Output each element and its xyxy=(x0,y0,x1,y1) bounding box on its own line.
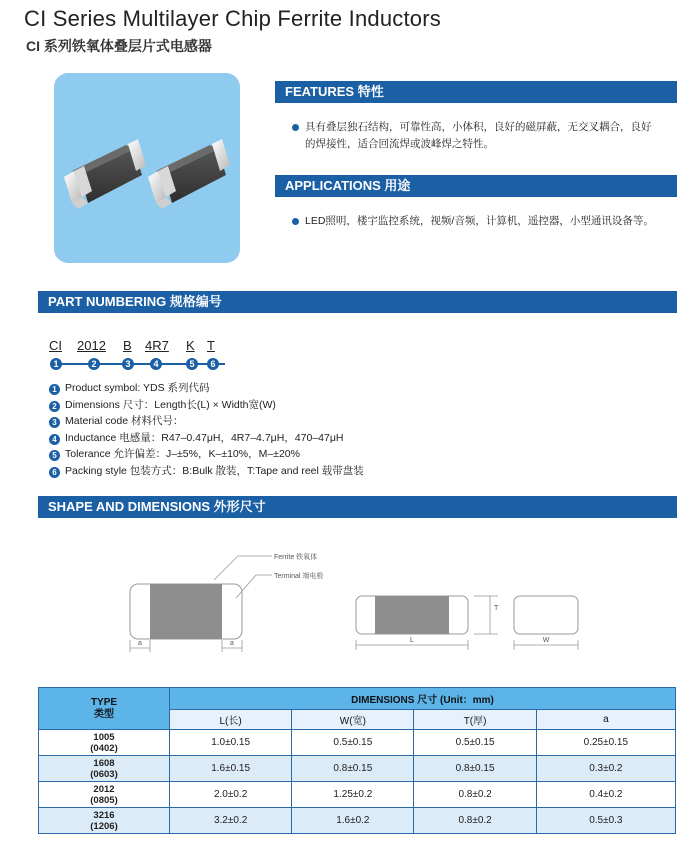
list-item: 5 Tolerance 允许偏差：J–±5%，K–±10%，M–±20% xyxy=(49,446,364,463)
part-numbering-list xyxy=(49,380,364,479)
dimensions-header: DIMENSIONS 尺寸 (Unit：mm) xyxy=(170,688,676,710)
list-item: 2 Dimensions 尺寸：Length长(L) × Width宽(W) xyxy=(49,397,364,414)
label-terminal: Terminal 端电极 xyxy=(274,573,324,580)
pn-seg-tolerance: K xyxy=(186,338,195,353)
col-header: T(厚) xyxy=(414,710,536,730)
features-heading: FEATURES 特性 xyxy=(275,81,677,103)
part-numbering-heading: PART NUMBERING 规格编号 xyxy=(38,291,677,313)
list-item: 4 Inductance 电感量：R47–0.47μH，4R7–4.7μH，470–47μH xyxy=(49,430,364,447)
dimension-drawing xyxy=(0,540,700,665)
product-photo xyxy=(54,73,240,263)
pn-marker-3: 3 xyxy=(122,358,134,370)
list-item: 3 Material code 材料代号： xyxy=(49,413,364,430)
label-W: W xyxy=(542,637,550,644)
list-item: 6 Packing style 包装方式：B:Bulk 散装，T:Tape and reel 载带盘装 xyxy=(49,463,364,480)
list-item: 1 Product symbol: YDS 系列代码 xyxy=(49,380,364,397)
pn-marker-6: 6 xyxy=(207,358,219,370)
table-row: 1608 (0603) 1.6±0.15 0.8±0.15 0.8±0.15 0.3±0.2 xyxy=(39,756,676,782)
pn-marker-5: 5 xyxy=(186,358,198,370)
shape-heading: SHAPE AND DIMENSIONS 外形尺寸 xyxy=(38,496,677,518)
label-ferrite: Ferrite 铁氧体 xyxy=(274,554,318,561)
table-row: 2012 (0805) 2.0±0.2 1.25±0.2 0.8±0.2 0.4±0.2 xyxy=(39,782,676,808)
col-header: L(长) xyxy=(170,710,292,730)
features-text: 具有叠层独石结构，可靠性高，小体积，良好的磁屏蔽，无交叉耦合，良好 的焊接性，适合回流焊或波峰焊之特性。 xyxy=(292,119,684,153)
chip-inductor-image xyxy=(54,73,240,263)
label-a-right: a xyxy=(230,640,234,647)
applications-text: LED照明，楼宇监控系统，视频/音频，计算机，遥控器，小型通讯设备等。 xyxy=(292,213,684,230)
dimensions-table xyxy=(38,687,676,834)
applications-heading: APPLICATIONS 用途 xyxy=(275,175,677,197)
bullet-icon xyxy=(292,218,299,225)
pn-connector-line xyxy=(55,363,225,365)
col-header: W(宽) xyxy=(292,710,414,730)
page-subtitle: CI 系列铁氧体叠层片式电感器 xyxy=(26,38,212,54)
page-title: CI Series Multilayer Chip Ferrite Inductors xyxy=(24,6,441,31)
label-L: L xyxy=(410,637,414,644)
pn-seg-symbol: CI xyxy=(49,338,62,353)
bullet-icon xyxy=(292,124,299,131)
col-header: a xyxy=(536,710,675,730)
pn-marker-4: 4 xyxy=(150,358,162,370)
pn-seg-dimension: 2012 xyxy=(77,338,106,353)
pn-seg-inductance: 4R7 xyxy=(145,338,169,353)
label-a-left: a xyxy=(138,640,142,647)
pn-marker-2: 2 xyxy=(88,358,100,370)
table-row: 1005 (0402) 1.0±0.15 0.5±0.15 0.5±0.15 0.25±0.15 xyxy=(39,730,676,756)
label-T: T xyxy=(494,605,499,612)
pn-seg-packing: T xyxy=(207,338,215,353)
table-row: 3216 (1206) 3.2±0.2 1.6±0.2 0.8±0.2 0.5±0.3 xyxy=(39,808,676,834)
pn-marker-1: 1 xyxy=(50,358,62,370)
type-header: TYPE 类型 xyxy=(39,688,170,730)
pn-seg-material: B xyxy=(123,338,132,353)
